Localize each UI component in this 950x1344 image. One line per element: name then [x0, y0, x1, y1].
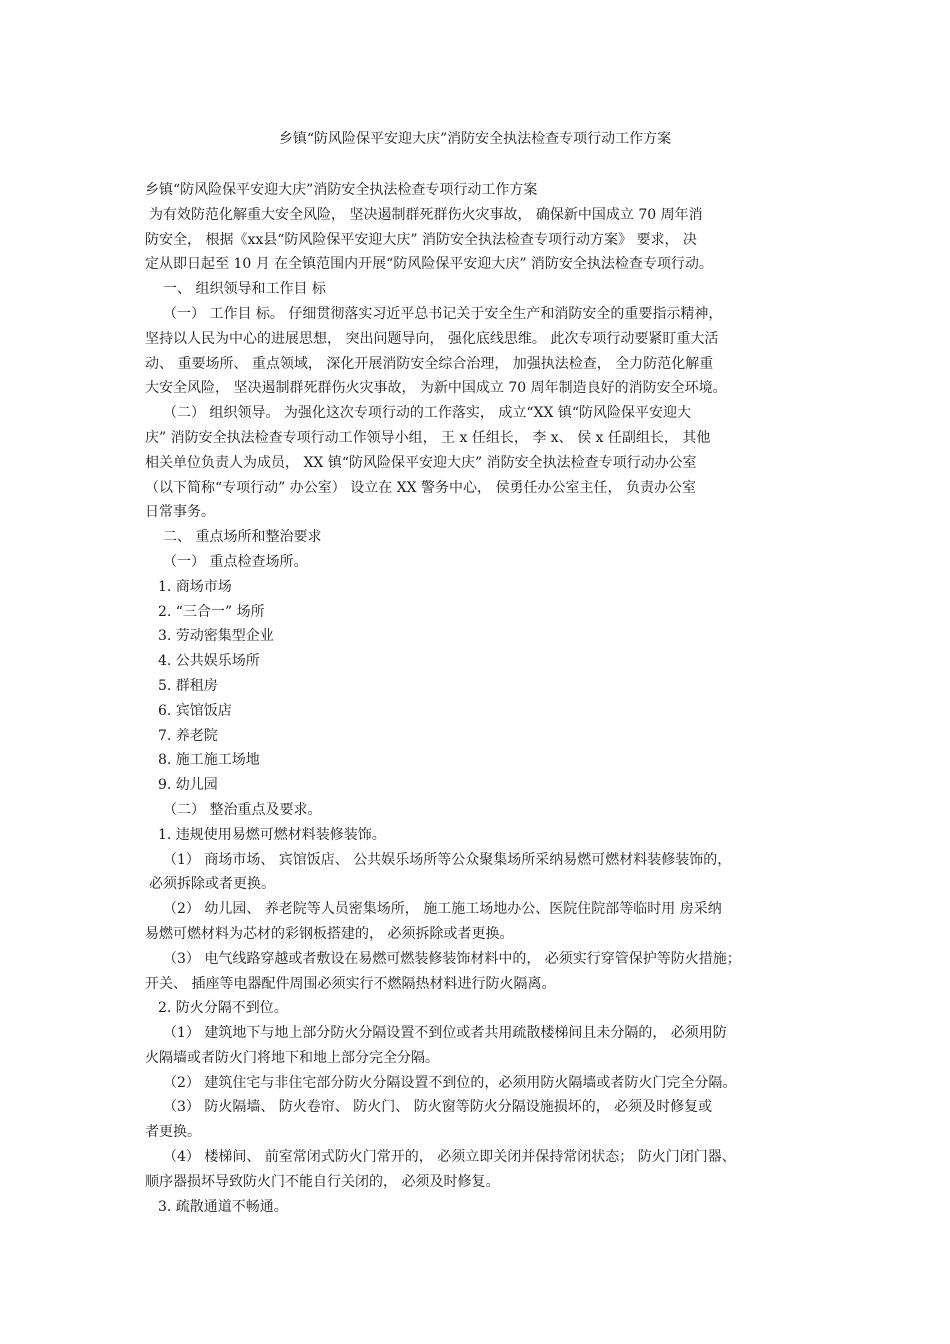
paragraph-line: 相关单位负责人为成员， XX 镇“防风险保平安迎大庆” 消防安全执法检查专项行动办公室 [145, 454, 697, 471]
paragraph-line: （3） 电气线路穿越或者敷设在易燃可燃装修装饰材料中的， 必须实行穿管保护等防火措施； [163, 950, 741, 967]
subsection-heading: （一） 重点检查场所。 [163, 553, 308, 570]
list-item: 4. 公共娱乐场所 [158, 653, 260, 670]
list-item: 6. 宾馆饭店 [158, 702, 232, 719]
paragraph-line: （2） 幼儿园、 养老院等人员密集场所， 施工施工场地办公、医院住院部等临时用 房采纳 [163, 901, 722, 918]
list-item: 7. 养老院 [158, 727, 218, 744]
paragraph-line: 为有效防范化解重大安全风险， 坚决遏制群死群伤火灾事故， 确保新中国成立 70 周年消 [149, 206, 703, 223]
paragraph-line: （2） 建筑住宅与非住宅部分防火分隔设置不到位的，必须用防火隔墙或者防火门完全分隔。 [163, 1074, 737, 1091]
paragraph-line: 顺序器损坏导致防火门不能自行关闭的， 必须及时修复。 [145, 1173, 500, 1190]
list-item: 3. 疏散通道不畅通。 [158, 1198, 288, 1215]
paragraph-line: 坚持以人民为中心的进展思想， 突出问题导向， 强化底线思维。 此次专项行动要紧盯重大活 [145, 330, 719, 347]
paragraph-line: （1） 建筑地下与地上部分防火分隔设置不到位或者共用疏散楼梯间且未分隔的， 必须用防 [163, 1025, 727, 1042]
paragraph-line: 动、 重要场所、 重点领域， 深化开展消防安全综合治理， 加强执法检查， 全力防范化解重 [145, 355, 714, 372]
body-heading: 乡镇“防风险保平安迎大庆”消防安全执法检查专项行动工作方案 [145, 182, 538, 198]
paragraph-line: 大安全风险， 坚决遏制群死群伤火灾事故， 为新中国成立 70 周年制造良好的消防安全环境。 [145, 380, 727, 397]
paragraph-line: 必须拆除或者更换。 [149, 876, 275, 893]
list-item: 1. 商场市场 [158, 578, 232, 595]
subsection-heading: （二） 整治重点及要求。 [163, 801, 322, 818]
list-item: 3. 劳动密集型企业 [158, 628, 274, 645]
document-body [145, 178, 825, 1219]
paragraph-line: 庆” 消防安全执法检查专项行动工作领导小组， 王 x 任组长， 李 x、 侯 x 任副组长， 其他 [145, 429, 711, 446]
paragraph-line: 易燃可燃材料为芯材的彩钢板搭建的， 必须拆除或者更换。 [145, 925, 514, 942]
list-item: 1. 违规使用易燃可燃材料装修装饰。 [158, 826, 386, 843]
paragraph-line: （一） 工作目 标。 仔细贯彻落实习近平总书记关于安全生产和消防安全的重要指示精神， [163, 305, 723, 322]
section-heading: 一、 组织领导和工作目 标 [163, 281, 326, 298]
paragraph-line: 日常事务。 [145, 504, 215, 521]
document-title: 乡镇“防风险保平安迎大庆”消防安全执法检查专项行动工作方案 [278, 131, 672, 147]
list-item: 5. 群租房 [158, 677, 218, 694]
list-item: 8. 施工施工场地 [158, 752, 260, 769]
paragraph-line: （1） 商场市场、 宾馆饭店、 公共娱乐场所等公众聚集场所采纳易燃可燃材料装修装饰的， [163, 851, 732, 868]
paragraph-line: （4） 楼梯间、 前室常闭式防火门常开的， 必须立即关闭并保持常闭状态； 防火门闭门器、 [163, 1149, 736, 1166]
paragraph-line: 开关、 插座等电器配件周围必须实行不燃隔热材料进行防火隔离。 [145, 975, 556, 992]
list-item: 9. 幼儿园 [158, 777, 218, 794]
paragraph-line: （3） 防火隔墙、 防火卷帘、 防火门、 防火窗等防火分隔设施损坏的， 必须及时修复或 [163, 1099, 713, 1116]
paragraph-line: 火隔墙或者防火门将地下和地上部分完全分隔。 [145, 1049, 439, 1066]
paragraph-line: 防安全， 根据《xx县“防风险保平安迎大庆” 消防安全执法检查专项行动方案》 要求， 决 [145, 231, 697, 248]
paragraph-line: （以下简称“专项行动” 办公室） 设立在 XX 警务中心， 侯勇任办公室主任， 负责办公室 [145, 479, 696, 496]
paragraph-line: （二） 组织领导。 为强化这次专项行动的工作落实， 成立“XX 镇“防风险保平安迎大 [163, 405, 692, 422]
list-item: 2. “三合一” 场所 [158, 603, 265, 620]
paragraph-line: 定从即日起至 10 月 在全镇范围内开展“防风险保平安迎大庆” 消防安全执法检查专项行动。 [145, 256, 713, 273]
section-heading: 二、 重点场所和整治要求 [163, 529, 322, 546]
paragraph-line: 者更换。 [145, 1124, 201, 1141]
list-item: 2. 防火分隔不到位。 [158, 1000, 288, 1017]
